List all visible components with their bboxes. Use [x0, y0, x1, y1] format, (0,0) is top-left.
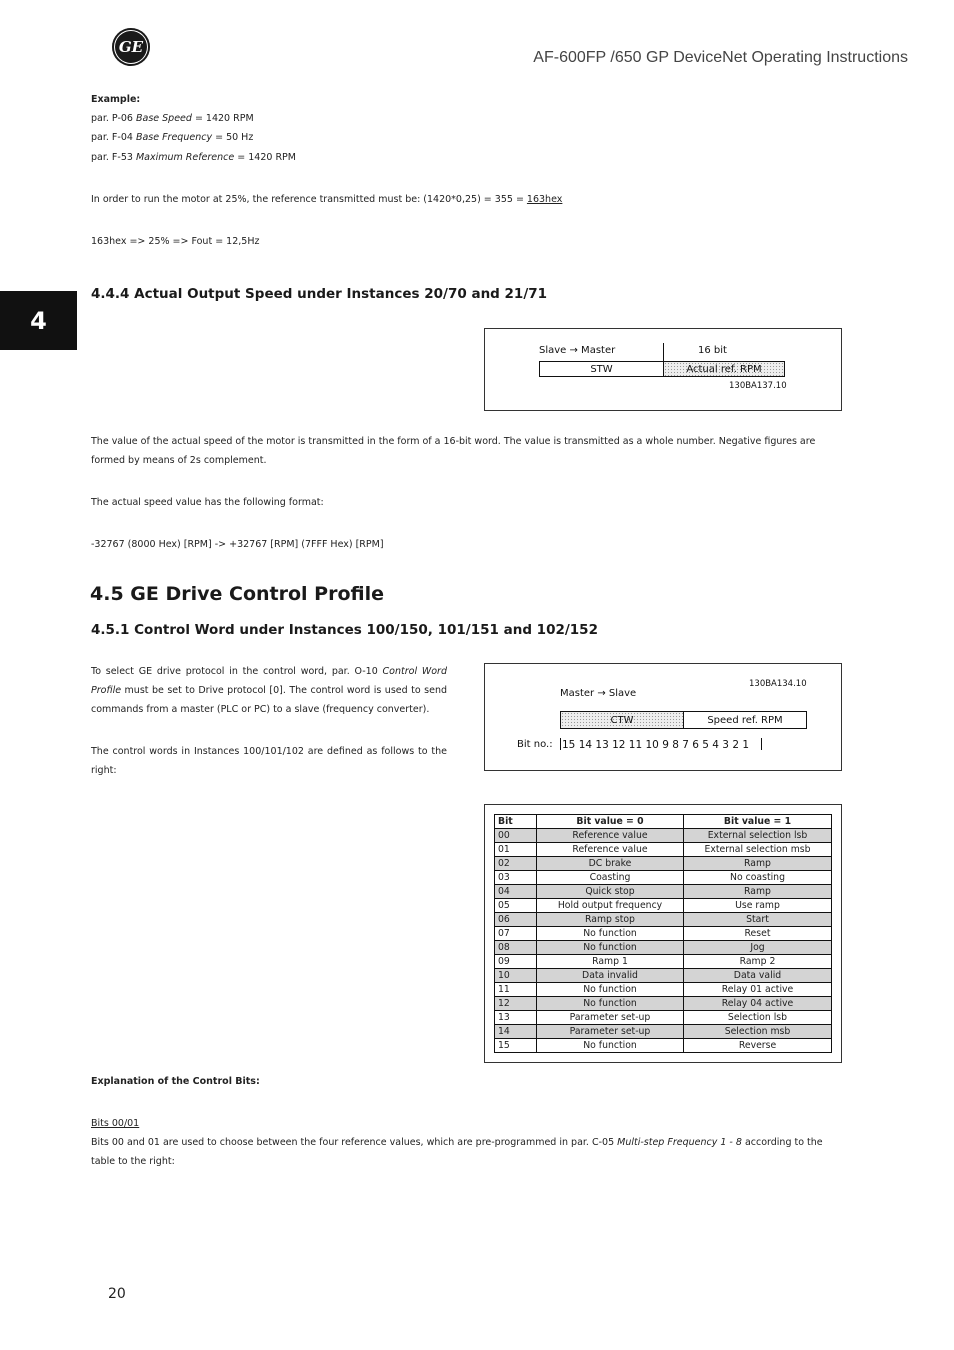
- column-header: Bit: [495, 815, 537, 829]
- table-row: [495, 927, 832, 941]
- table-row: [495, 871, 832, 885]
- bit-value-1-cell: Start: [684, 913, 832, 927]
- bit-value-0-cell: Reference value: [537, 829, 684, 843]
- table-row: [495, 829, 832, 843]
- column-header: Bit value = 0: [537, 815, 684, 829]
- bit-value-0-cell: Ramp stop: [537, 913, 684, 927]
- bit-value-1-cell: Ramp: [684, 885, 832, 899]
- bit-value-0-cell: Coasting: [537, 871, 684, 885]
- figure-code: 130BA137.10: [729, 381, 787, 391]
- bit-cell: 11: [495, 983, 537, 997]
- figure-cell-stw: STW: [539, 361, 664, 377]
- figure-cell-speed-ref: Speed ref. RPM: [683, 711, 807, 729]
- figure-cell-actual-ref: Actual ref. RPM: [663, 361, 785, 377]
- bit-cell: 15: [495, 1039, 537, 1053]
- bit-value-1-cell: Jog: [684, 941, 832, 955]
- bit-cell: 01: [495, 843, 537, 857]
- table-row: [495, 1039, 832, 1053]
- bit-cell: 14: [495, 1025, 537, 1039]
- bits-0001-text: Bits 00 and 01 are used to choose between the four reference values, which are pre-programmed in par. C-05 Multi-step Frequency 1 - 8 according to the table to the right:: [91, 1137, 823, 1167]
- bit-value-0-cell: Parameter set-up: [537, 1011, 684, 1025]
- figure-direction-label: Master → Slave: [560, 688, 637, 699]
- example-line-2: par. F-04 Base Frequency = 50 Hz: [91, 132, 254, 143]
- bit-value-0-cell: No function: [537, 941, 684, 955]
- bit-value-1-cell: Use ramp: [684, 899, 832, 913]
- table-row: [495, 843, 832, 857]
- figure-control-word: [484, 663, 842, 771]
- bit-value-0-cell: Ramp 1: [537, 955, 684, 969]
- figure-divider: [663, 343, 664, 362]
- bit-cell: 10: [495, 969, 537, 983]
- document-title: AF-600FP /650 GP DeviceNet Operating Instructions: [533, 49, 908, 66]
- figure-actual-speed: [484, 328, 842, 411]
- bit-cell: 03: [495, 871, 537, 885]
- bit-cell: 06: [495, 913, 537, 927]
- section-heading-451: 4.5.1 Control Word under Instances 100/150, 101/151 and 102/152: [91, 622, 598, 638]
- bit-value-1-cell: Reverse: [684, 1039, 832, 1053]
- table-row: [495, 941, 832, 955]
- bit-value-0-cell: No function: [537, 983, 684, 997]
- bit-value-1-cell: External selection lsb: [684, 829, 832, 843]
- bit-value-1-cell: Selection msb: [684, 1025, 832, 1039]
- ge-logo: GE: [112, 28, 150, 66]
- bit-value-1-cell: Relay 04 active: [684, 997, 832, 1011]
- column-header: Bit value = 1: [684, 815, 832, 829]
- figure-cell-ctw: CTW: [560, 711, 684, 729]
- table-header-row: [495, 815, 832, 829]
- bit-cell: 13: [495, 1011, 537, 1025]
- chapter-tab: 4: [0, 291, 77, 350]
- explanation-heading: Explanation of the Control Bits:: [91, 1076, 260, 1087]
- bit-value-1-cell: Relay 01 active: [684, 983, 832, 997]
- bits-0001-title: Bits 00/01: [91, 1118, 140, 1129]
- table-row: [495, 997, 832, 1011]
- bit-value-0-cell: Parameter set-up: [537, 1025, 684, 1039]
- table-row: [495, 913, 832, 927]
- bit-value-0-cell: No function: [537, 997, 684, 1011]
- page-number: 20: [108, 1286, 126, 1302]
- table-row: [495, 955, 832, 969]
- bit-value-1-cell: Reset: [684, 927, 832, 941]
- example-line-3: par. F-53 Maximum Reference = 1420 RPM: [91, 152, 296, 163]
- table-body: [495, 829, 832, 1053]
- table-row: [495, 1011, 832, 1025]
- para-control-words-defined: The control words in Instances 100/101/102 are defined as follows to the right:: [91, 746, 447, 776]
- para-actual-speed: The value of the actual speed of the motor is transmitted in the form of a 16-bit word. The value is transmitted as a whole number. Negative figures are formed by means of 2s complement.: [91, 436, 816, 466]
- table-row: [495, 885, 832, 899]
- figure-direction-label: Slave → Master: [539, 345, 616, 356]
- table-row: [495, 1025, 832, 1039]
- bit-value-0-cell: DC brake: [537, 857, 684, 871]
- figure-bitno-label: Bit no.:: [517, 739, 553, 750]
- bit-cell: 05: [495, 899, 537, 913]
- result-text: 163hex => 25% => Fout = 12,5Hz: [91, 236, 260, 247]
- bit-cell: 08: [495, 941, 537, 955]
- para-format: -32767 (8000 Hex) [RPM] -> +32767 [RPM] (7FFF Hex) [RPM]: [91, 539, 384, 550]
- bit-value-1-cell: No coasting: [684, 871, 832, 885]
- bit-cell: 00: [495, 829, 537, 843]
- bit-cell: 09: [495, 955, 537, 969]
- control-word-table: [494, 814, 832, 1053]
- section-heading-45: 4.5 GE Drive Control Profile: [90, 583, 384, 605]
- bit-cell: 04: [495, 885, 537, 899]
- table-row: [495, 857, 832, 871]
- example-heading: Example:: [91, 94, 141, 105]
- bit-cell: 07: [495, 927, 537, 941]
- bit-value-1-cell: Selection lsb: [684, 1011, 832, 1025]
- table-row: [495, 983, 832, 997]
- bit-value-0-cell: Quick stop: [537, 885, 684, 899]
- bit-value-1-cell: Ramp: [684, 857, 832, 871]
- figure-code: 130BA134.10: [749, 679, 807, 689]
- table-row: [495, 899, 832, 913]
- table-row: [495, 969, 832, 983]
- section-heading-444: 4.4.4 Actual Output Speed under Instances 20/70 and 21/71: [91, 286, 548, 302]
- bit-value-1-cell: Ramp 2: [684, 955, 832, 969]
- figure-bitno-values: 15 14 13 12 11 10 9 8 7 6 5 4 3 2 1: [562, 739, 750, 751]
- bit-value-0-cell: Reference value: [537, 843, 684, 857]
- hex-link[interactable]: 163hex: [526, 194, 563, 205]
- bit-cell: 12: [495, 997, 537, 1011]
- bit-value-0-cell: No function: [537, 927, 684, 941]
- bit-value-0-cell: Hold output frequency: [537, 899, 684, 913]
- para-format-intro: The actual speed value has the following format:: [91, 497, 324, 508]
- figure-size-label: 16 bit: [698, 345, 727, 356]
- bit-value-0-cell: Data invalid: [537, 969, 684, 983]
- bit-value-1-cell: Data valid: [684, 969, 832, 983]
- run-text: In order to run the motor at 25%, the reference transmitted must be: (1420*0,25) = 355 = 163hex: [91, 194, 563, 205]
- bit-value-0-cell: No function: [537, 1039, 684, 1053]
- para-control-word: To select GE drive protocol in the control word, par. O-10 Control Word Profile must be set to Drive protocol [0]. The control word is used to send commands from a master (PLC or PC) to a slave (frequency converter).: [91, 666, 447, 715]
- example-line-1: par. P-06 Base Speed = 1420 RPM: [91, 113, 254, 124]
- bit-cell: 02: [495, 857, 537, 871]
- bit-value-1-cell: External selection msb: [684, 843, 832, 857]
